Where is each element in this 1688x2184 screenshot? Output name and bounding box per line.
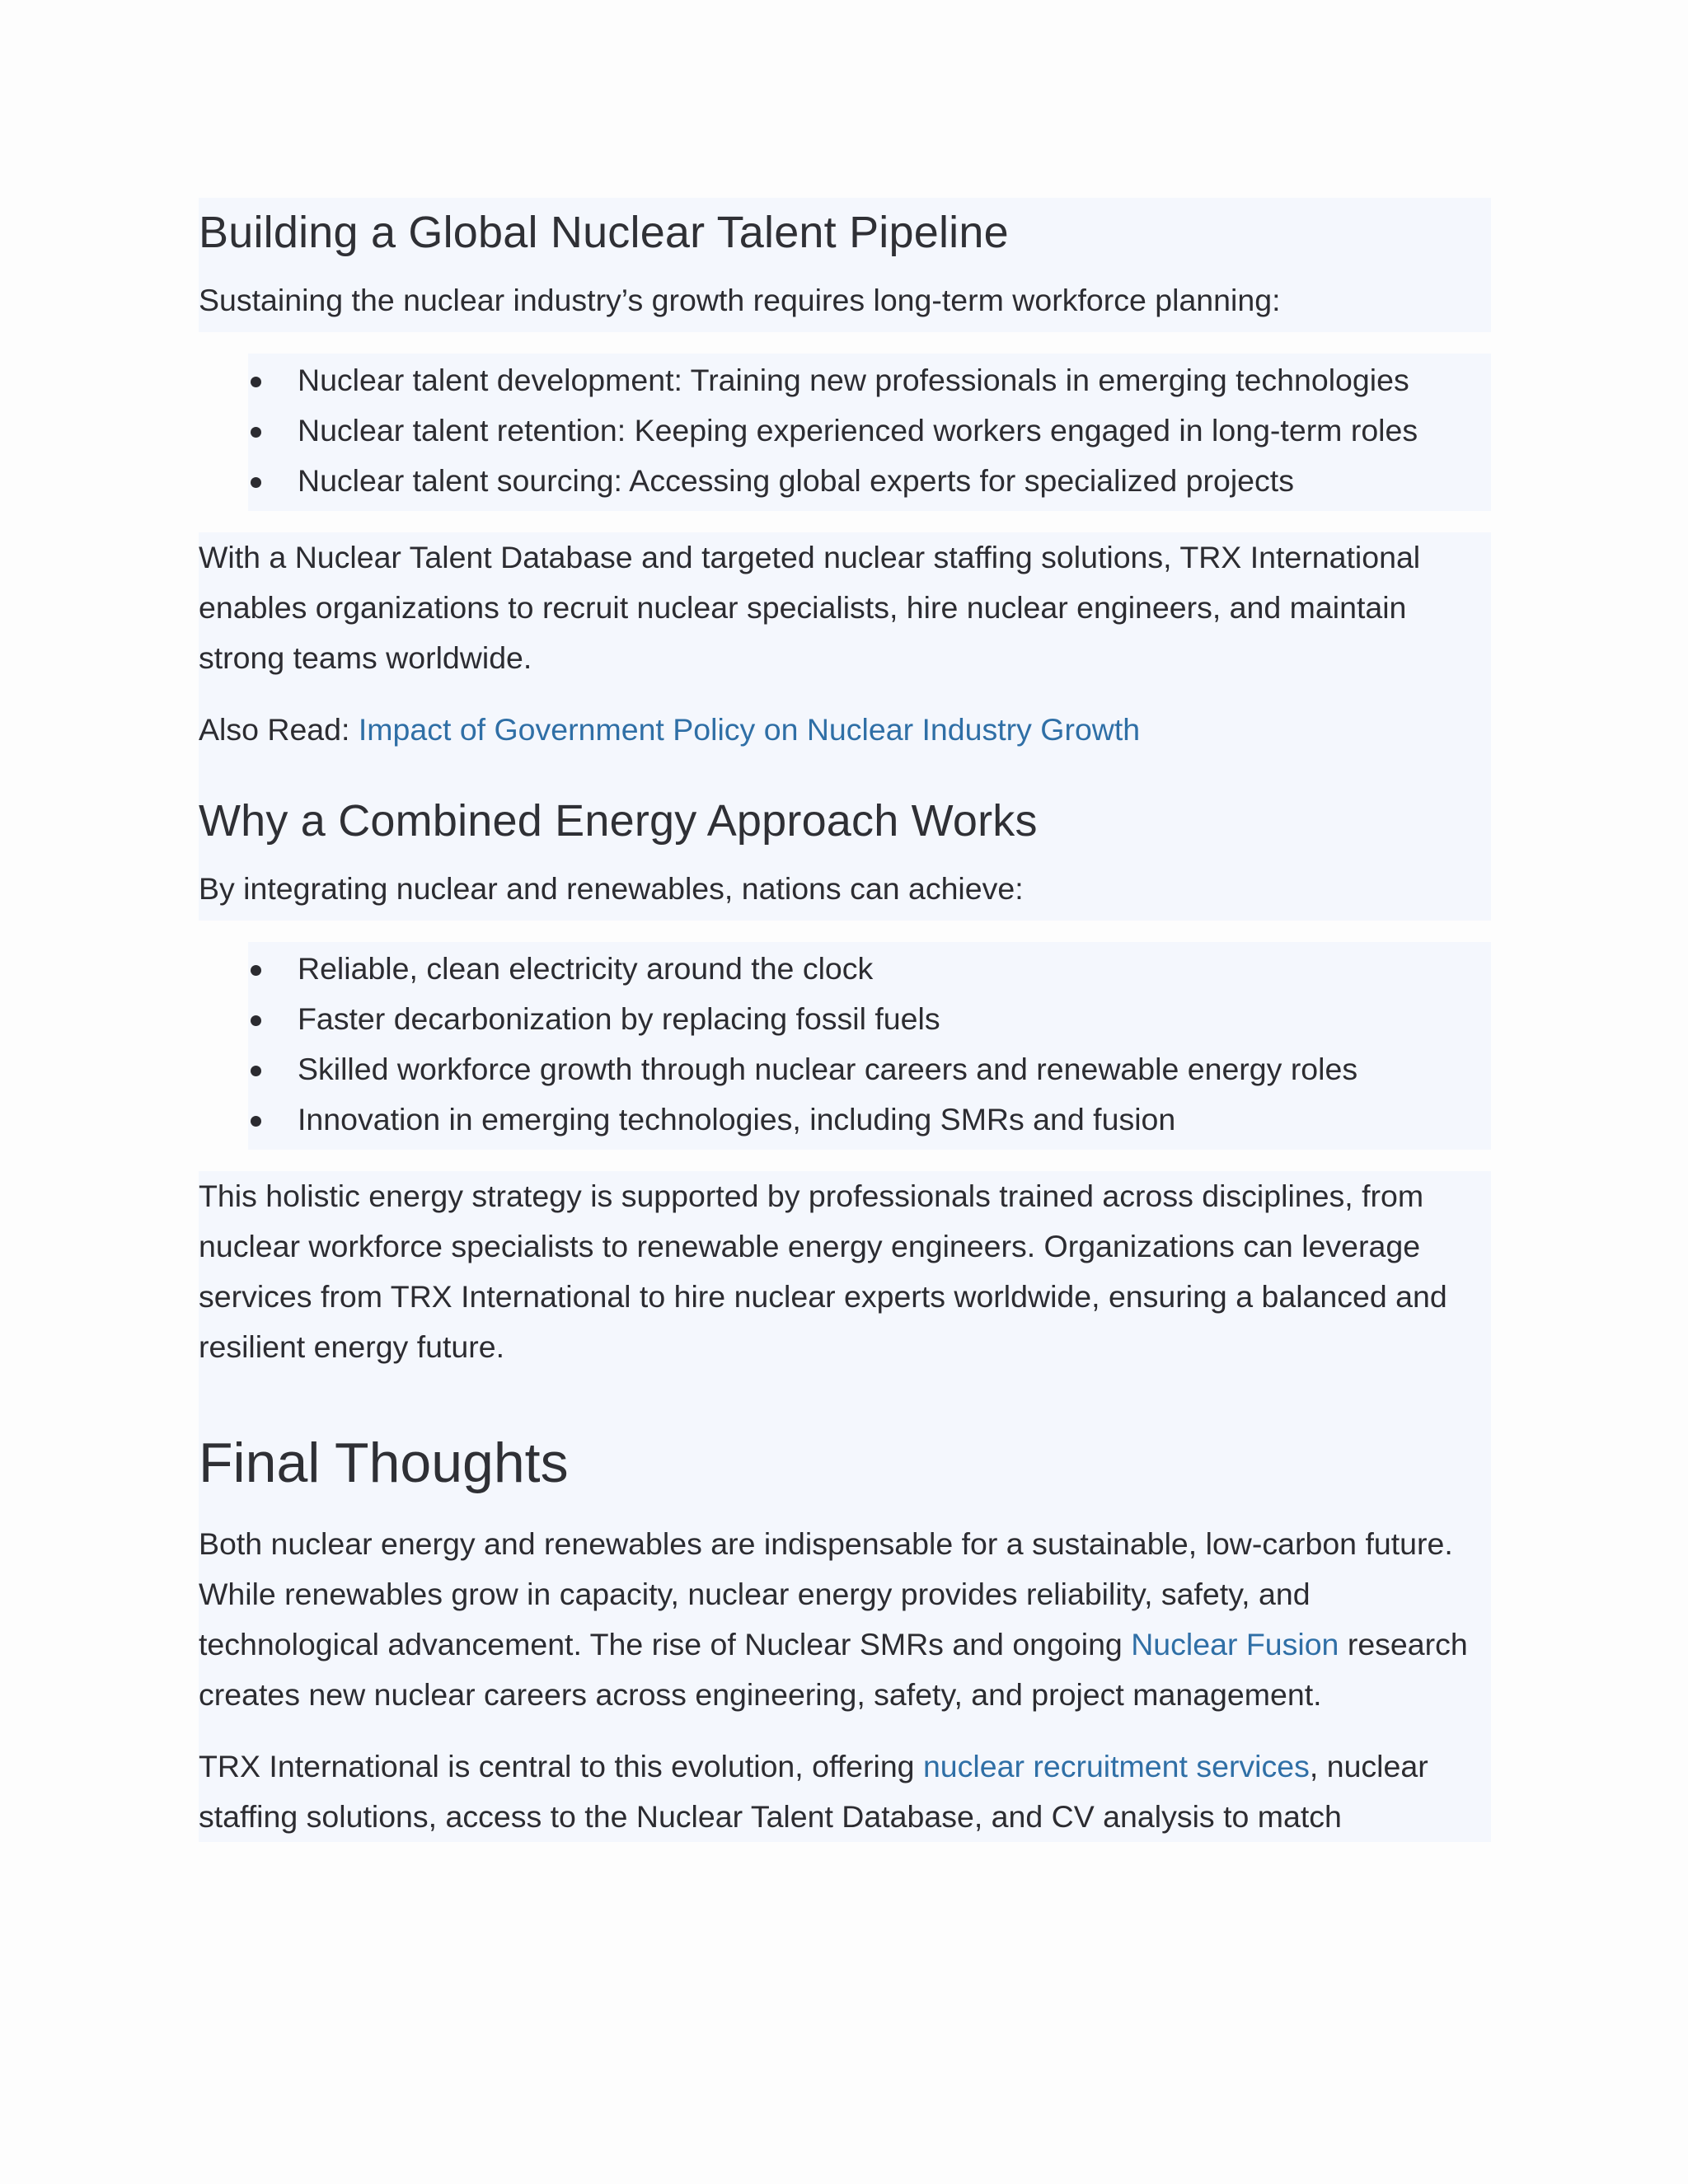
list-item: Nuclear talent retention: Keeping experienced workers engaged in long-term roles xyxy=(248,405,1491,456)
section1-body: With a Nuclear Talent Database and targeted nuclear staffing solutions, TRX International enables organizations to recruit nuclear specialists, hire nuclear engineers, and maintain strong teams worldwide. xyxy=(199,540,1421,675)
also-read-link[interactable]: Impact of Government Policy on Nuclear Industry Growth xyxy=(358,712,1141,747)
list-item: Nuclear talent development: Training new professionals in emerging technologies xyxy=(248,355,1491,405)
section2-bullet-list xyxy=(248,942,1491,1150)
final-p1-text-before: Both nuclear energy and renewables are indispensable for a sustainable, low-carbon future. While renewables grow in capacity, nuclear energy provides reliability, safety, and technological advancement. The rise of Nuclear SMRs and ongoing xyxy=(199,1526,1453,1661)
section1-intro: Sustaining the nuclear industry’s growth requires long-term workforce planning: xyxy=(199,283,1281,317)
list-item: Reliable, clean electricity around the clock xyxy=(248,944,1491,994)
nuclear-recruitment-services-link[interactable]: nuclear recruitment services xyxy=(922,1749,1310,1783)
final-paragraph-2 xyxy=(199,1741,1491,1842)
section1-title: Building a Global Nuclear Talent Pipeline xyxy=(199,208,1009,257)
section1-body-block xyxy=(199,532,1491,921)
final-title: Final Thoughts xyxy=(199,1432,569,1494)
also-read-prefix: Also Read: xyxy=(199,712,359,747)
section2-body: This holistic energy strategy is supported by professionals trained across disciplines, from nuclear workforce specialists to renewable energy engineers. Organizations can leverage services from TRX International to hire nuclear experts worldwide, ensuring a balanced and resilient energy future. xyxy=(199,1179,1447,1364)
section2-intro: By integrating nuclear and renewables, nations can achieve: xyxy=(199,871,1024,906)
list-item: Faster decarbonization by replacing fossil fuels xyxy=(248,994,1491,1044)
section1-header-block xyxy=(199,198,1491,332)
article-content xyxy=(199,198,1491,1863)
list-item: Innovation in emerging technologies, including SMRs and fusion xyxy=(248,1094,1491,1145)
final-p1-text-after: research creates new nuclear careers across engineering, safety, and project management. xyxy=(199,1627,1468,1712)
list-item: Skilled workforce growth through nuclear careers and renewable energy roles xyxy=(248,1044,1491,1094)
section2-body-and-final-block xyxy=(199,1171,1491,1842)
final-p2-text-before: TRX International is central to this evolution, offering xyxy=(199,1749,923,1783)
final-paragraph-1 xyxy=(199,1519,1491,1720)
nuclear-fusion-link[interactable]: Nuclear Fusion xyxy=(1131,1627,1339,1661)
final-p2-text-after: , nuclear staffing solutions, access to the Nuclear Talent Database, and CV analysis to match xyxy=(199,1749,1428,1834)
section2-title: Why a Combined Energy Approach Works xyxy=(199,796,1038,846)
section1-bullet-list xyxy=(248,354,1491,511)
also-read-line xyxy=(199,705,1491,755)
list-item: Nuclear talent sourcing: Accessing global experts for specialized projects xyxy=(248,456,1491,506)
